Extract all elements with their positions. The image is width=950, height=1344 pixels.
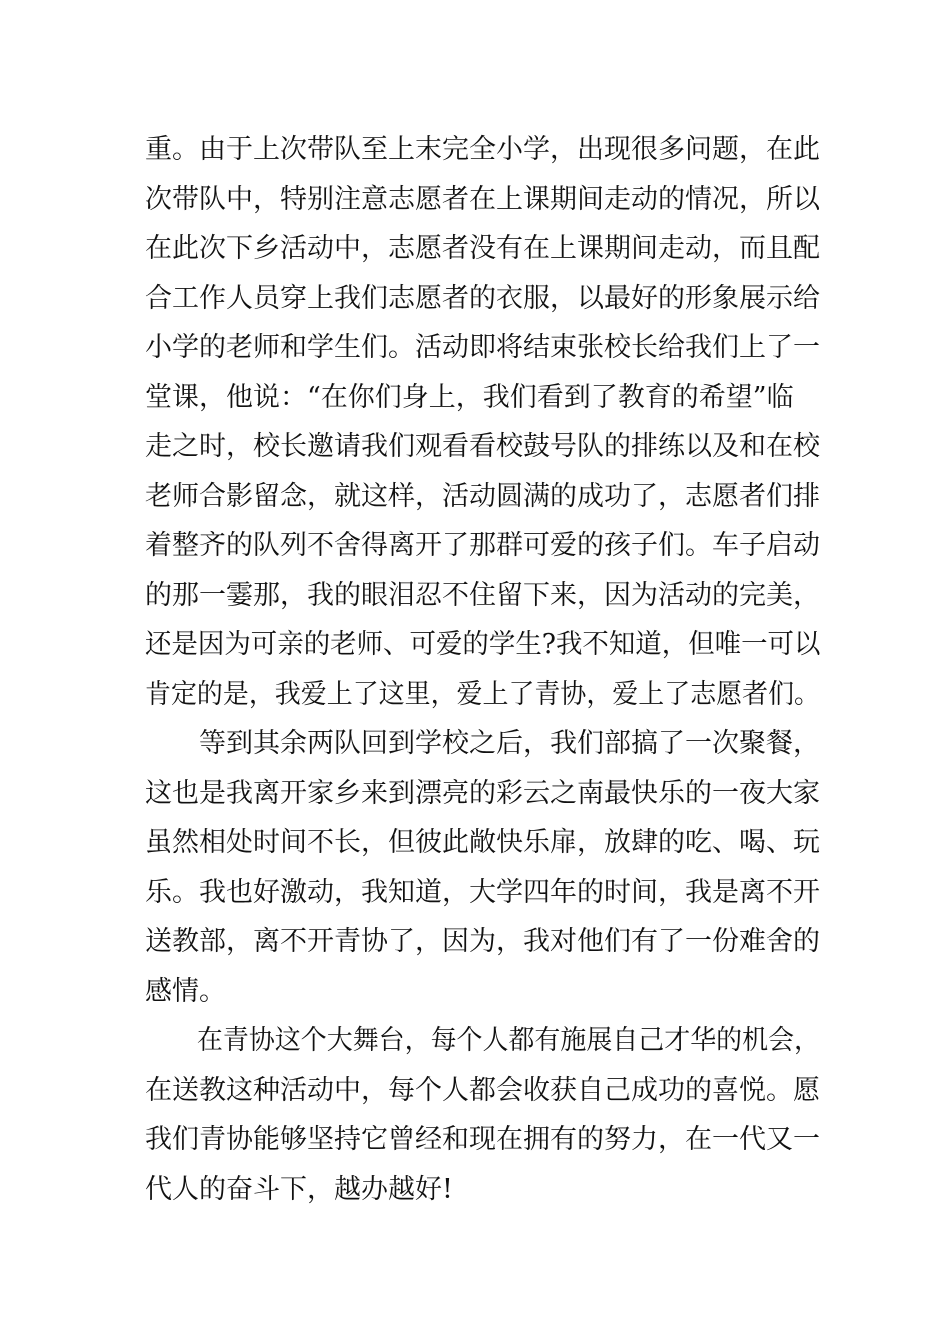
text-line: 感情。 [145, 975, 226, 1007]
text-line: 肯定的是，我爱上了这里，爱上了青协，爱上了志愿者们。 [145, 678, 820, 710]
text-line: 代人的奋斗下，越办越好! [145, 1173, 453, 1205]
text-line: 次带队中，特别注意志愿者在上课期间走动的情况，所以 [145, 183, 820, 215]
text-line: 乐。我也好激动，我知道，大学四年的时间，我是离不开 [145, 876, 820, 908]
text-line: 合工作人员穿上我们志愿者的衣服，以最好的形象展示给 [145, 282, 820, 314]
text-line: 这也是我离开家乡来到漂亮的彩云之南最快乐的一夜大家 [145, 777, 820, 809]
text-line: 我们青协能够坚持它曾经和现在拥有的努力，在一代又一 [145, 1124, 820, 1155]
text-line: 送教部，离不开青协了，因为，我对他们有了一份难舍的 [145, 926, 820, 957]
paragraph-start-line: 等到其余两队回到学校之后，我们部搞了一次聚餐， [145, 728, 820, 759]
text-line: 着整齐的队列不舍得离开了那群可爱的孩子们。车子启动 [145, 530, 820, 561]
text-line: 走之时，校长邀请我们观看看校鼓号队的排练以及和在校 [145, 431, 820, 462]
text-line: 小学的老师和学生们。活动即将结束张校长给我们上了一 [145, 332, 820, 363]
text-line: 在送教这种活动中，每个人都会收获自己成功的喜悦。愿 [145, 1074, 820, 1106]
text-line: 虽然相处时间不长，但彼此敞快乐扉，放肆的吃、喝、玩 [145, 827, 820, 858]
text-line: 的那一霎那，我的眼泪忍不住留下来，因为活动的完美， [145, 579, 820, 611]
paragraph-start-line: 在青协这个大舞台，每个人都有施展自己才华的机会， [145, 1025, 820, 1056]
text-line: 堂课，他说：“在你们身上，我们看到了教育的希望”临 [145, 381, 794, 413]
text-line: 在此次下乡活动中，志愿者没有在上课期间走动，而且配 [145, 233, 820, 264]
text-line: 还是因为可亲的老师、可爱的学生?我不知道，但唯一可以 [145, 629, 821, 660]
text-line: 老师合影留念，就这样，活动圆满的成功了，志愿者们排 [145, 480, 820, 512]
text-line: 重。由于上次带队至上末完全小学，出现很多问题，在此 [145, 134, 820, 165]
